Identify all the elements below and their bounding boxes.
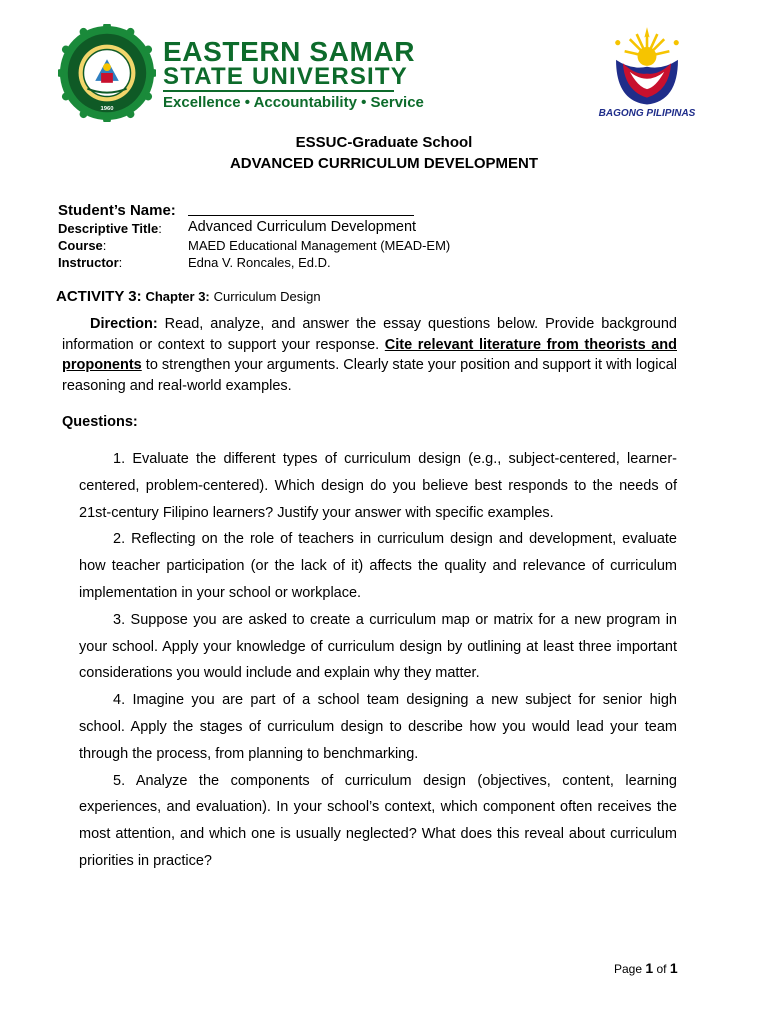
page-footer [614,960,678,976]
question-item: 1. Evaluate the different types of curriculum design (e.g., subject-centered, learner-centered, problem-centered). Which design do you believe best responds to the needs of 21st-century Filipino learners? Justify your answer with specific examples. [79,451,677,521]
instructor-value: Edna V. Roncales, Ed.D. [188,255,331,270]
university-name-line2: STATE UNIVERSITY [163,63,408,90]
questions-list [79,446,677,875]
document-header [0,0,768,130]
direction-emphasis: Cite relevant literature from theorists and proponents [62,336,677,373]
course-value: MAED Educational Management (MEAD-EM) [188,238,451,253]
page-total: 1 [669,960,678,976]
questions-heading: Questions: [62,414,138,430]
question-item: 3. Suppose you are asked to create a curriculum map or matrix for a new program in your school. Apply your knowledge of curriculum design by outlining at least three important considerations you would include and explain why they matter. [79,611,677,682]
bagong-pilipinas-label: BAGONG PILIPINAS [598,108,696,119]
direction-text-2: to strengthen your arguments. Clearly state your position and support it with logical reasoning and real-world examples. [62,357,677,394]
chapter-label: Chapter 3: [145,289,210,304]
direction-paragraph [62,314,677,396]
of-word: of [653,962,670,976]
activity-heading [56,288,321,305]
course-title: ADVANCED CURRICULUM DEVELOPMENT [229,155,539,172]
seal-year: 1960 [100,106,114,113]
university-seal-icon [58,24,156,122]
bagong-pilipinas-logo-icon [604,22,690,108]
descriptive-title-label: Descriptive Title: [58,221,162,236]
header-divider [163,90,394,92]
descriptive-title-value: Advanced Curriculum Development [188,219,417,235]
question-item: 4. Imagine you are part of a school team designing a new subject for senior high school. Apply the stages of curriculum design to describe how you would lead your team through the process, from planning to benchmarking. [79,692,677,762]
page-word: Page [614,962,646,976]
course-label: Course: [58,238,107,253]
activity-label: ACTIVITY 3: [56,288,142,305]
question-item: 5. Analyze the components of curriculum design (objectives, content, learning experiences, and evaluation). In your school’s context, which component often receives the most attention, and which one is usually neglected? What does this reveal about curriculum priorities in practice? [79,772,677,869]
page-number: 1 [645,960,654,976]
direction-label: Direction: [90,316,158,332]
chapter-topic: Curriculum Design [213,289,321,304]
university-motto: Excellence • Accountability • Service [163,94,424,111]
student-name-label: Student’s Name: [58,202,176,219]
direction-text-1: Read, analyze, and answer the essay questions below. Provide background information or context to support your response. [62,316,677,353]
instructor-label: Instructor: [58,255,123,270]
school-title: ESSUC-Graduate School [295,134,473,151]
student-name-blank [188,215,414,216]
university-name-line1: EASTERN SAMAR [163,36,416,67]
question-item: 2. Reflecting on the role of teachers in curriculum design and development, evaluate how teacher participation (or the lack of it) affects the quality and relevance of curriculum implementation in your school or workplace. [79,531,677,601]
